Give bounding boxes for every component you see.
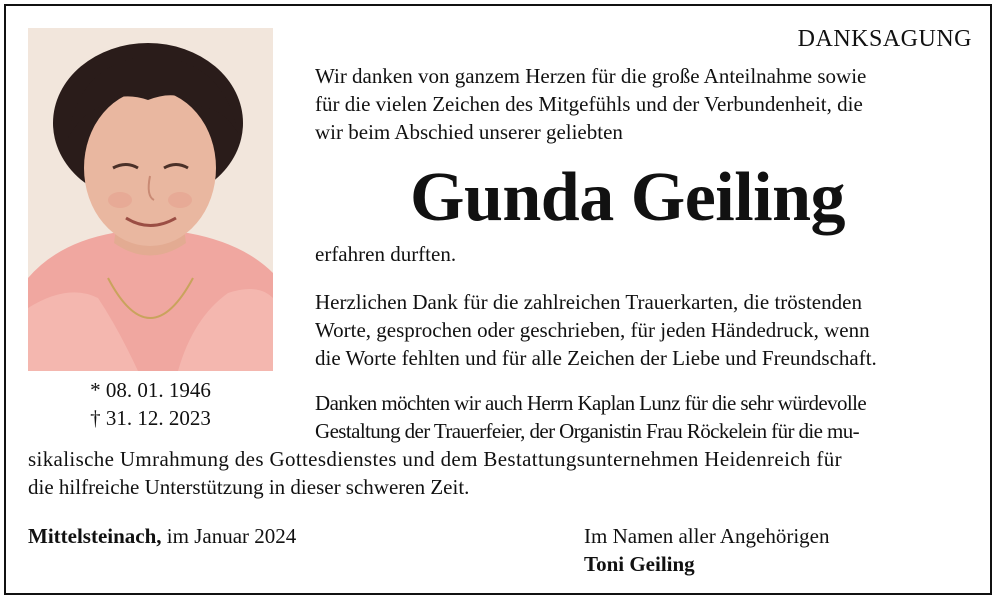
thanks2-line: Danken möchten wir auch Herrn Kaplan Lunz für die sehr würdevolle: [315, 391, 867, 415]
date: im Januar 2024: [166, 524, 297, 548]
place: Mittelsteinach,: [28, 524, 162, 548]
birth-date: * 08. 01. 1946: [90, 378, 211, 402]
portrait-photo: [28, 28, 273, 371]
thanks2-line: Gestaltung der Trauerfeier, der Organistin Frau Röckelein für die mu-: [315, 419, 860, 443]
place-date: [28, 522, 296, 550]
thanks-line: Worte, gesprochen oder geschrieben, für jeden Händedruck, wenn: [315, 318, 870, 342]
deceased-name: Gunda Geiling: [410, 159, 846, 236]
notice-heading: DANKSAGUNG: [797, 26, 972, 52]
intro-line: wir beim Abschied unserer geliebten: [315, 120, 623, 144]
signoff: Im Namen aller Angehörigen: [584, 524, 830, 548]
thanks-line: Herzlichen Dank für die zahlreichen Trauerkarten, die tröstenden: [315, 290, 862, 314]
thanks2-line: sikalische Umrahmung des Gottesdienstes und dem Bestattungsunternehmen Heidenreich für: [28, 447, 842, 471]
portrait-illustration: [28, 28, 273, 371]
intro-line: für die vielen Zeichen des Mitgefühls und der Verbundenheit, die: [315, 92, 863, 116]
dates: [28, 376, 273, 432]
after-name-line: erfahren durften.: [315, 242, 457, 266]
intro-paragraph: [315, 62, 970, 146]
thanks-paragraph: [315, 288, 970, 372]
thanks2-line: die hilfreiche Unterstützung in dieser schweren Zeit.: [28, 475, 470, 499]
intro-line: Wir danken von ganzem Herzen für die große Anteilnahme sowie: [315, 64, 867, 88]
signer: Toni Geiling: [584, 552, 695, 576]
death-date: † 31. 12. 2023: [90, 406, 211, 430]
thanks-line: die Worte fehlten und für alle Zeichen der Liebe und Freundschaft.: [315, 346, 877, 370]
